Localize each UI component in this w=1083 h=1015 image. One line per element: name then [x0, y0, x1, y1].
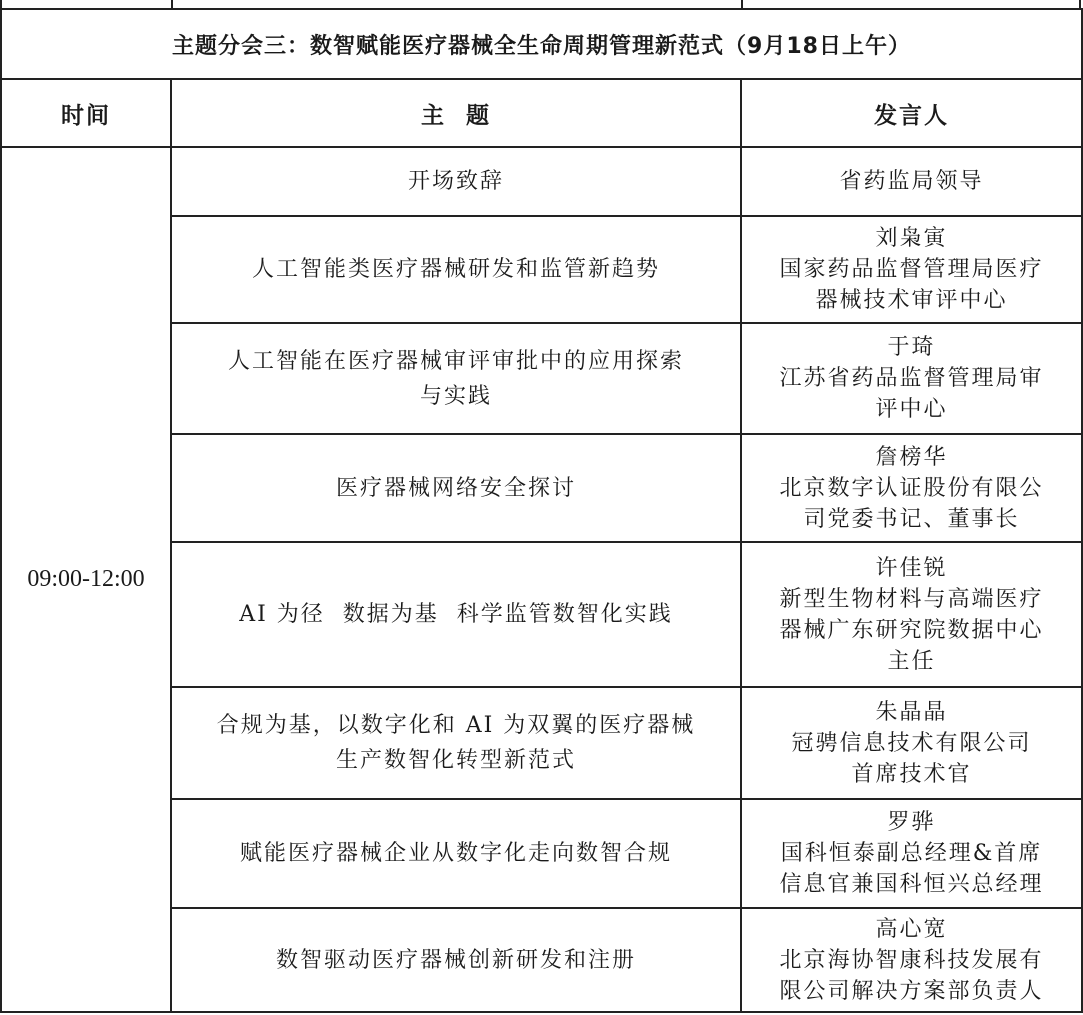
- topic-text: 合规为基，以数字化和 AI 为双翼的医疗器械: [216, 713, 696, 738]
- topic-cell: [171, 216, 741, 323]
- topic-text: AI 为径 数据为基 科学监管数智化实践: [239, 602, 673, 627]
- header-row: [1, 79, 1082, 147]
- speaker-name: 詹榜华: [875, 444, 948, 470]
- topic-cell: [171, 542, 741, 687]
- speaker-affiliation: 首席技术官: [851, 761, 972, 787]
- header-speaker: 发言人: [741, 79, 1082, 147]
- time-slot: 09:00-12:00: [1, 147, 171, 1012]
- topic-text: 医疗器械网络安全探讨: [335, 475, 576, 501]
- speaker-affiliation: 主任: [887, 648, 936, 674]
- header-topic: 主 题: [171, 79, 741, 147]
- speaker-cell: [741, 687, 1082, 799]
- topic-cell: [171, 434, 741, 542]
- speaker-affiliation: 冠骋信息技术有限公司: [791, 730, 1032, 756]
- speaker-affiliation: 信息官兼国科恒兴总经理: [779, 872, 1044, 897]
- table-row: [1, 147, 1082, 216]
- topic-cell: [171, 147, 741, 216]
- speaker-affiliation: 北京海协智康科技发展有: [779, 947, 1044, 973]
- speaker-affiliation: 国科恒泰副总经理&首席: [780, 841, 1043, 866]
- session-title: 主题分会三：数智赋能医疗器械全生命周期管理新范式（9月18日上午）: [1, 9, 1082, 79]
- speaker-affiliation: 北京数字认证股份有限公: [779, 475, 1044, 501]
- topic-cell: [171, 687, 741, 799]
- speaker-cell: [741, 323, 1082, 434]
- speaker-name: 省药监局领导: [839, 169, 984, 194]
- header-time: 时间: [1, 79, 171, 147]
- topic-text: 人工智能类医疗器械研发和监管新趋势: [251, 257, 660, 282]
- speaker-affiliation: 限公司解决方案部负责人: [779, 978, 1044, 1004]
- speaker-cell: [741, 216, 1082, 323]
- speaker-name: 高心宽: [875, 916, 948, 942]
- topic-text: 开场致辞: [407, 169, 504, 194]
- speaker-name: 罗骅: [887, 810, 936, 835]
- speaker-affiliation: 新型生物材料与高端医疗: [779, 586, 1044, 612]
- speaker-name: 于琦: [887, 335, 936, 360]
- topic-cell: [171, 799, 741, 908]
- speaker-affiliation: 器械广东研究院数据中心: [779, 617, 1044, 643]
- speaker-name: 许佳锐: [875, 555, 948, 581]
- speaker-affiliation: 司党委书记、董事长: [803, 506, 1020, 532]
- speaker-name: 朱晶晶: [875, 699, 948, 725]
- topic-text: 生产数智化转型新范式: [335, 748, 576, 773]
- speaker-name: 刘枭寅: [875, 226, 948, 251]
- topic-text: 数智驱动医疗器械创新研发和注册: [275, 947, 636, 973]
- speaker-cell: [741, 434, 1082, 542]
- speaker-affiliation: 评中心: [875, 397, 948, 422]
- topic-text: 人工智能在医疗器械审评审批中的应用探索: [227, 348, 684, 374]
- topic-text: 与实践: [419, 383, 492, 409]
- speaker-cell: [741, 542, 1082, 687]
- topic-text: 赋能医疗器械企业从数字化走向数智合规: [239, 841, 672, 866]
- speaker-affiliation: 国家药品监督管理局医疗: [779, 257, 1044, 282]
- speaker-cell: [741, 799, 1082, 908]
- agenda-table: [0, 8, 1083, 1013]
- topic-cell: [171, 908, 741, 1012]
- speaker-affiliation: 江苏省药品监督管理局审: [779, 366, 1044, 391]
- speaker-cell: [741, 908, 1082, 1012]
- speaker-affiliation: 器械技术审评中心: [815, 288, 1008, 313]
- session-title-row: [1, 9, 1082, 79]
- topic-cell: [171, 323, 741, 434]
- speaker-cell: [741, 147, 1082, 216]
